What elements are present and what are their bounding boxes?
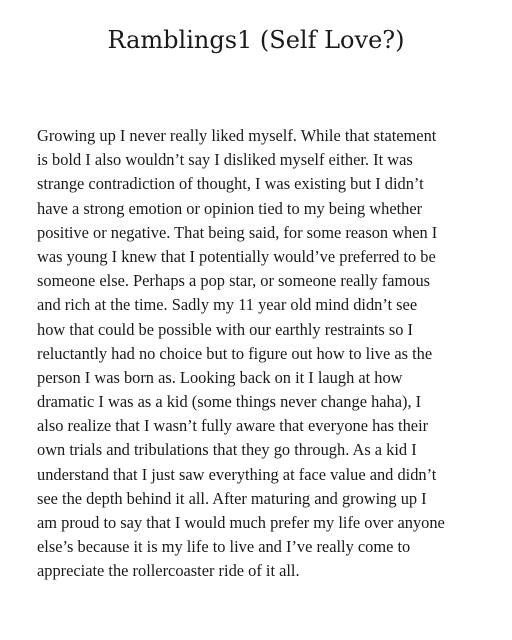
body-line: how that could be possible with our earthly restraints so I — [37, 319, 414, 339]
body-line: understand that I just saw everything at face value and didn’t — [37, 464, 437, 484]
body-line: have a strong emotion or opinion tied to my being whether — [37, 198, 423, 218]
document-body — [37, 124, 487, 584]
body-line: see the depth behind it all. After maturing and growing up I — [37, 488, 427, 508]
body-line: was young I knew that I potentially would’ve preferred to be — [37, 246, 436, 266]
body-line: also realize that I wasn’t fully aware that everyone has their — [37, 416, 429, 436]
body-line: own trials and tribulations that they go through. As a kid I — [37, 440, 417, 460]
body-line: person I was born as. Looking back on it I laugh at how — [37, 367, 403, 387]
document-title: Ramblings1 (Self Love?) — [107, 26, 405, 54]
body-line: positive or negative. That being said, for some reason when I — [37, 222, 438, 242]
body-line: and rich at the time. Sadly my 11 year old mind didn’t see — [37, 295, 418, 315]
body-line: am proud to say that I would much prefer my life over anyone — [37, 513, 445, 532]
body-line: dramatic I was as a kid (some things never change haha), I — [37, 392, 422, 412]
body-line: reluctantly had no choice but to figure out how to live as the — [37, 343, 433, 363]
body-line: someone else. Perhaps a pop star, or someone really famous — [37, 271, 431, 291]
body-line: Growing up I never really liked myself. While that statement — [37, 126, 437, 145]
body-line: is bold I also wouldn’t say I disliked myself either. It was — [37, 150, 413, 170]
body-line: else’s because it is my life to live and I’ve really come to — [37, 537, 411, 557]
body-line: strange contradiction of thought, I was existing but I didn’t — [37, 174, 424, 194]
body-line: appreciate the rollercoaster ride of it all. — [37, 561, 300, 581]
